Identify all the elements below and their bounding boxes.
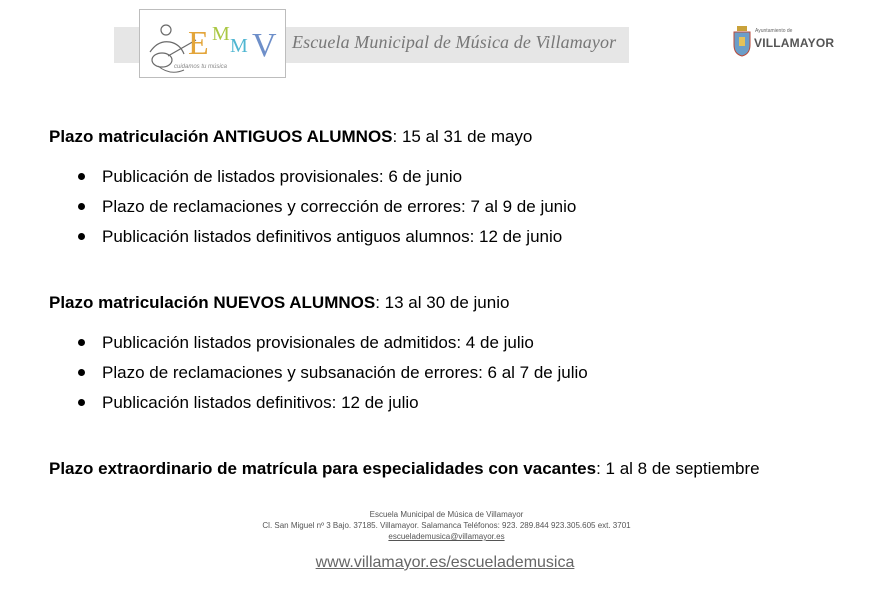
list-item	[0, 363, 588, 393]
bullet-icon	[78, 399, 85, 406]
footer-email-link[interactable]: escuelademusica@villamayor.es	[388, 532, 505, 541]
list-item	[0, 227, 576, 257]
list-item	[0, 197, 576, 227]
section-list-nuevos	[0, 333, 588, 423]
bullet-icon	[78, 203, 85, 210]
town-logo	[733, 25, 833, 59]
logo-letter-m1: M	[212, 23, 230, 45]
bullet-icon	[78, 369, 85, 376]
footer-address: Cl. San Miguel nº 3 Bajo. 37185. Villamayor. Salamanca Teléfonos: 923. 289.844 923.305.605 ext. 3701	[262, 521, 631, 530]
list-item-text: Publicación de listados provisionales: 6 de junio	[102, 167, 463, 186]
footer-school-name: Escuela Municipal de Música de Villamayor	[369, 510, 524, 519]
section-title-bold: Plazo matriculación ANTIGUOS ALUMNOS	[49, 127, 393, 146]
bullet-icon	[78, 233, 85, 240]
list-item-text: Plazo de reclamaciones y subsanación de errores: 6 al 7 de julio	[102, 363, 588, 382]
section-title-extraordinario	[49, 459, 760, 479]
list-item-text: Plazo de reclamaciones y corrección de errores: 7 al 9 de junio	[102, 197, 577, 216]
list-item	[0, 333, 588, 363]
town-label-small: Ayuntamiento de	[755, 28, 793, 34]
website-link[interactable]: www.villamayor.es/escuelademusica	[315, 554, 575, 571]
school-title: Escuela Municipal de Música de Villamayor	[292, 32, 617, 52]
section-title-dates: : 15 al 31 de mayo	[392, 127, 533, 146]
logo-tagline: cuidamos tu música	[174, 64, 228, 70]
section-title-bold: Plazo matriculación NUEVOS ALUMNOS	[49, 293, 376, 312]
list-item	[0, 167, 576, 197]
list-item	[0, 393, 588, 423]
list-item-text: Publicación listados provisionales de admitidos: 4 de julio	[102, 333, 534, 352]
school-logo	[139, 9, 286, 78]
section-title-dates: : 13 al 30 de junio	[375, 293, 510, 312]
list-item-text: Publicación listados definitivos: 12 de julio	[102, 393, 419, 412]
section-title-antiguos	[49, 127, 532, 147]
town-name: VILLAMAYOR	[754, 36, 835, 50]
section-title-nuevos	[49, 293, 509, 313]
section-title-bold: Plazo extraordinario de matrícula para especialidades con vacantes	[49, 459, 597, 478]
coat-of-arms-icon	[733, 25, 751, 57]
list-item-text: Publicación listados definitivos antiguos alumnos: 12 de junio	[102, 227, 563, 246]
bullet-icon	[78, 173, 85, 180]
bullet-icon	[78, 339, 85, 346]
section-list-antiguos	[0, 167, 576, 257]
logo-letter-m2: M	[230, 35, 248, 57]
logo-letter-e: E	[188, 25, 209, 62]
section-title-dates: : 1 al 8 de septiembre	[596, 459, 760, 478]
logo-letter-v: V	[252, 27, 277, 64]
